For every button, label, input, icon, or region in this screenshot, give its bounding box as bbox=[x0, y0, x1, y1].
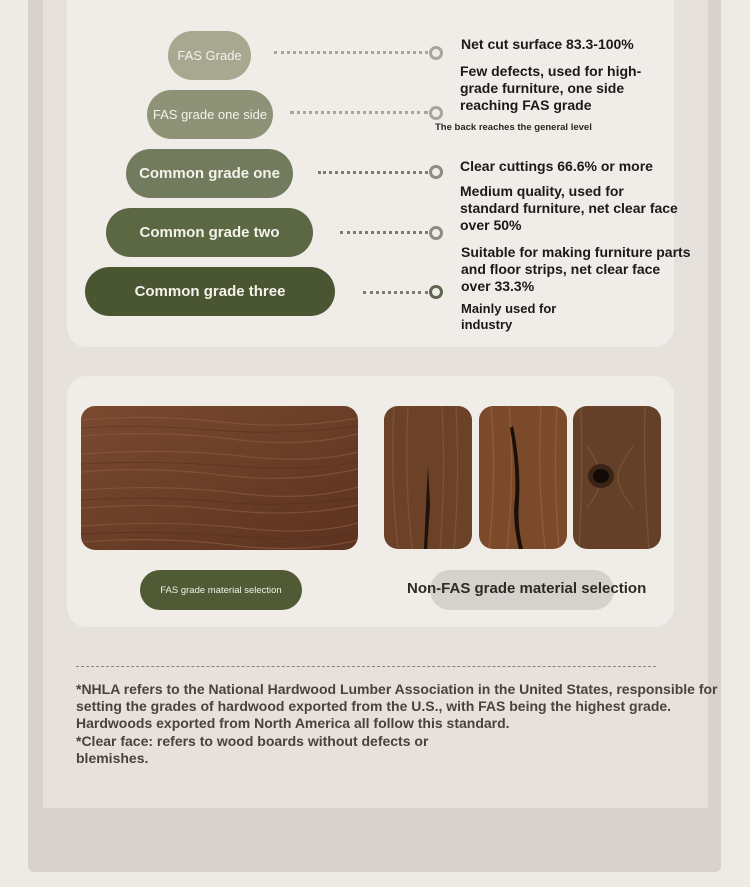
node-common-two bbox=[429, 226, 443, 240]
connector-fas-one-side bbox=[290, 111, 428, 114]
grade-pill-common-three: Common grade three bbox=[85, 267, 335, 316]
connector-fas bbox=[274, 51, 428, 54]
grade-pill-common-one: Common grade one bbox=[126, 149, 293, 198]
note-line-4: *Clear face: refers to wood boards without defects or bbox=[76, 733, 429, 749]
connector-common-two bbox=[340, 231, 428, 234]
connector-common-three bbox=[363, 291, 428, 294]
non-fas-wood-knot-image bbox=[573, 406, 661, 549]
node-common-three bbox=[429, 285, 443, 299]
node-fas bbox=[429, 46, 443, 60]
note-line-2: setting the grades of hardwood exported from the U.S., with FAS being the highest grade. bbox=[76, 698, 672, 714]
grade-pill-common-two: Common grade two bbox=[106, 208, 313, 257]
non-fas-wood-split-image bbox=[479, 406, 567, 549]
notes-divider bbox=[76, 666, 656, 667]
fas-wood-board-image bbox=[81, 406, 358, 550]
node-fas-one-side bbox=[429, 106, 443, 120]
back-note-text: The back reaches the general level bbox=[435, 122, 592, 133]
fas-desc-line-3: reaching FAS grade bbox=[460, 97, 592, 113]
grade-pill-fas: FAS Grade bbox=[168, 31, 251, 80]
common-three-desc-line-1: Mainly used for bbox=[461, 301, 557, 316]
note-line-1: *NHLA refers to the National Hardwood Lumber Association in the United States, responsible for bbox=[76, 681, 718, 697]
common-one-desc-line-3: over 50% bbox=[460, 217, 522, 233]
connector-common-one bbox=[318, 171, 428, 174]
common-three-desc-line-2: industry bbox=[461, 317, 513, 332]
fas-material-selection-button[interactable]: FAS grade material selection bbox=[140, 570, 302, 610]
common-one-clear-text: Clear cuttings 66.6% or more bbox=[460, 158, 653, 174]
common-one-desc-line-2: standard furniture, net clear face bbox=[460, 200, 678, 216]
note-line-5: blemishes. bbox=[76, 750, 149, 766]
non-fas-material-selection-label[interactable]: Non-FAS grade material selection bbox=[407, 580, 647, 597]
common-two-desc-line-2: and floor strips, net clear face bbox=[461, 261, 661, 277]
fas-desc-line-2: grade furniture, one side bbox=[460, 80, 625, 96]
note-line-3: Hardwoods exported from North America all follow this standard. bbox=[76, 715, 510, 731]
common-two-desc-line-1: Suitable for making furniture parts bbox=[461, 244, 691, 260]
fas-surface-text: Net cut surface 83.3-100% bbox=[461, 36, 634, 52]
fas-desc-line-1: Few defects, used for high- bbox=[460, 63, 642, 79]
node-common-one bbox=[429, 165, 443, 179]
non-fas-wood-crack-image bbox=[384, 406, 472, 549]
common-two-desc-line-3: over 33.3% bbox=[461, 278, 535, 294]
grade-pill-fas-one-side: FAS grade one side bbox=[147, 90, 273, 139]
common-one-desc-line-1: Medium quality, used for bbox=[460, 183, 624, 199]
